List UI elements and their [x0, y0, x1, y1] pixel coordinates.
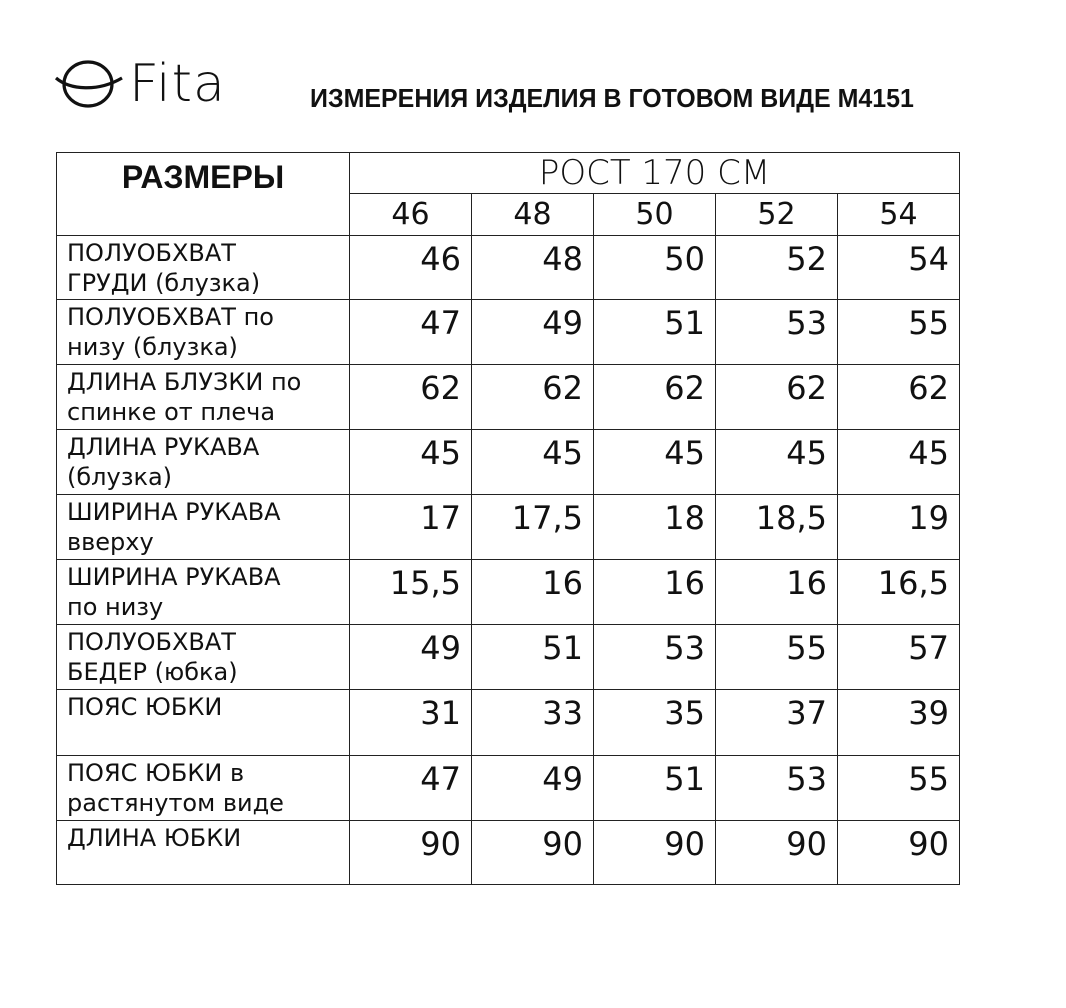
- table-row: [57, 690, 960, 756]
- measurement-value: 50: [594, 236, 716, 300]
- measurement-value: 17,5: [472, 495, 594, 560]
- measurement-label: ПОЯС ЮБКИ: [57, 690, 350, 756]
- size-header-cell: 48: [472, 194, 594, 236]
- measurement-value: 62: [350, 365, 472, 430]
- measurement-value: 18: [594, 495, 716, 560]
- document-title: ИЗМЕРЕНИЯ ИЗДЕЛИЯ В ГОТОВОМ ВИДЕ М4151: [310, 83, 914, 113]
- measurement-value: 51: [594, 756, 716, 821]
- fita-logo-icon: [54, 54, 124, 114]
- measurement-value: 33: [472, 690, 594, 756]
- measurement-value: 57: [838, 625, 960, 690]
- table-row: [57, 300, 960, 365]
- measurement-value: 16: [472, 560, 594, 625]
- measurement-value: 55: [838, 300, 960, 365]
- table-row: [57, 430, 960, 495]
- table-row: [57, 236, 960, 300]
- measurement-value: 54: [838, 236, 960, 300]
- sizes-header: РАЗМЕРЫ: [57, 153, 350, 236]
- measurement-value: 48: [472, 236, 594, 300]
- measurement-label: ДЛИНА ЮБКИ: [57, 821, 350, 885]
- measurement-value: 55: [716, 625, 838, 690]
- measurement-value: 46: [350, 236, 472, 300]
- measurement-value: 45: [472, 430, 594, 495]
- measurement-value: 45: [838, 430, 960, 495]
- measurement-value: 35: [594, 690, 716, 756]
- measurement-label: ДЛИНА БЛУЗКИ по спинке от плеча: [57, 365, 350, 430]
- measurement-value: 18,5: [716, 495, 838, 560]
- measurement-value: 16: [594, 560, 716, 625]
- measurement-value: 51: [472, 625, 594, 690]
- measurement-value: 90: [594, 821, 716, 885]
- measurement-value: 45: [716, 430, 838, 495]
- measurement-value: 47: [350, 756, 472, 821]
- brand-name: Fita: [129, 54, 226, 114]
- size-header-cell: 52: [716, 194, 838, 236]
- measurement-value: 49: [350, 625, 472, 690]
- measurement-value: 19: [838, 495, 960, 560]
- size-table: [56, 152, 960, 885]
- height-header: РОСТ 170 СМ: [350, 153, 960, 194]
- table-row: [57, 560, 960, 625]
- size-header-cell: 50: [594, 194, 716, 236]
- measurement-value: 62: [594, 365, 716, 430]
- measurement-label: ПОЛУОБХВАТ ГРУДИ (блузка): [57, 236, 350, 300]
- measurement-value: 62: [716, 365, 838, 430]
- measurement-label: ПОЯС ЮБКИ в растянутом виде: [57, 756, 350, 821]
- measurement-value: 62: [472, 365, 594, 430]
- measurement-value: 16,5: [838, 560, 960, 625]
- measurement-value: 45: [350, 430, 472, 495]
- table-row: [57, 625, 960, 690]
- table-row: [57, 821, 960, 885]
- measurement-value: 37: [716, 690, 838, 756]
- measurement-value: 17: [350, 495, 472, 560]
- measurement-value: 55: [838, 756, 960, 821]
- measurement-value: 90: [716, 821, 838, 885]
- measurement-value: 90: [350, 821, 472, 885]
- measurement-label: ПОЛУОБХВАТ по низу (блузка): [57, 300, 350, 365]
- size-header-cell: 46: [350, 194, 472, 236]
- measurement-value: 90: [472, 821, 594, 885]
- measurement-label: ШИРИНА РУКАВА вверху: [57, 495, 350, 560]
- measurement-value: 52: [716, 236, 838, 300]
- measurement-value: 31: [350, 690, 472, 756]
- measurement-label: ПОЛУОБХВАТ БЕДЕР (юбка): [57, 625, 350, 690]
- measurement-value: 45: [594, 430, 716, 495]
- measurement-value: 62: [838, 365, 960, 430]
- measurement-value: 16: [716, 560, 838, 625]
- measurement-value: 53: [594, 625, 716, 690]
- measurement-value: 90: [838, 821, 960, 885]
- measurement-value: 49: [472, 300, 594, 365]
- measurement-label: ШИРИНА РУКАВА по низу: [57, 560, 350, 625]
- measurement-value: 51: [594, 300, 716, 365]
- measurement-value: 47: [350, 300, 472, 365]
- table-row: [57, 756, 960, 821]
- brand-logo: [54, 54, 244, 114]
- table-row: [57, 495, 960, 560]
- measurement-label: ДЛИНА РУКАВА (блузка): [57, 430, 350, 495]
- measurement-value: 39: [838, 690, 960, 756]
- measurement-value: 49: [472, 756, 594, 821]
- table-row: [57, 365, 960, 430]
- measurement-value: 53: [716, 300, 838, 365]
- header-row-height: [57, 153, 960, 194]
- size-header-cell: 54: [838, 194, 960, 236]
- measurement-value: 53: [716, 756, 838, 821]
- measurement-value: 15,5: [350, 560, 472, 625]
